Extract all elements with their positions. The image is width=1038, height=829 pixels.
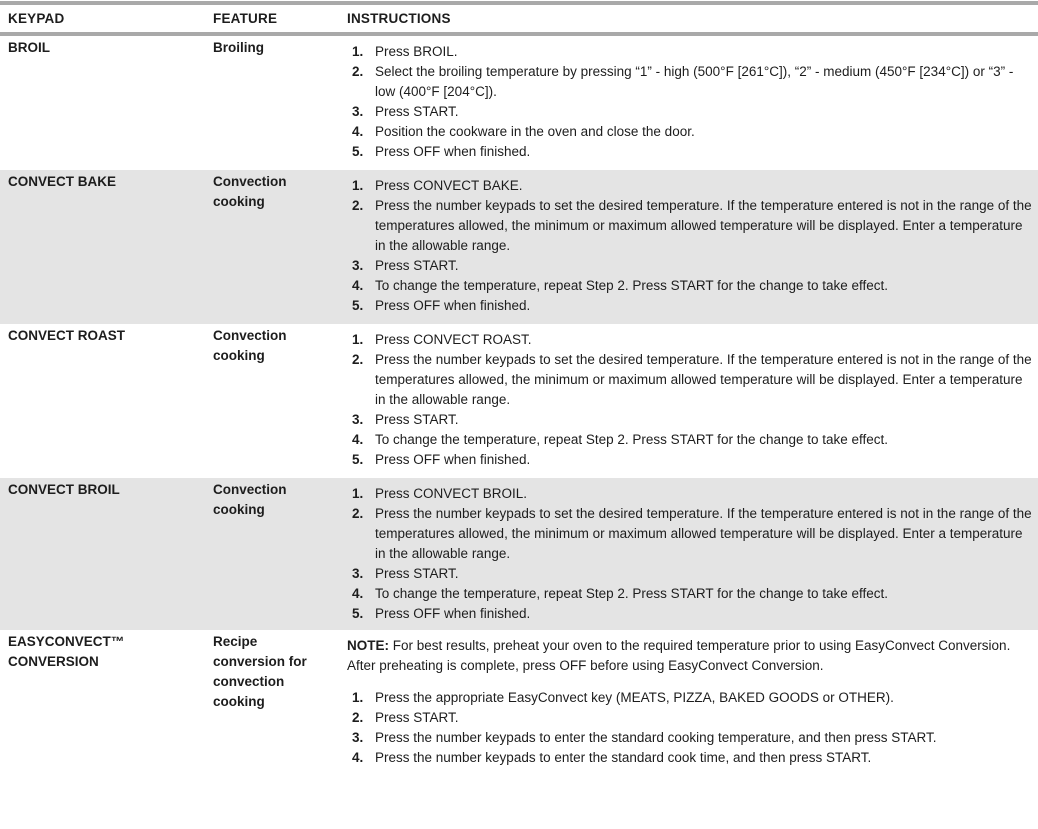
- keypad-cell: [8, 170, 213, 324]
- instruction-step: [347, 728, 1032, 748]
- step-number: 4.: [352, 750, 364, 765]
- table-row: [0, 630, 1038, 829]
- keypad-label: EASYCONVECT™ CONVERSION: [8, 634, 125, 669]
- instruction-step: [347, 142, 1032, 162]
- keypad-cell: [8, 36, 213, 170]
- step-text: Press the number keypads to enter the standard cook time, and then press START.: [375, 750, 872, 765]
- instruction-step: [347, 504, 1032, 564]
- instruction-step: [347, 296, 1032, 316]
- step-number: 2.: [352, 352, 364, 367]
- instruction-step: [347, 748, 1032, 768]
- step-number: 1.: [352, 690, 364, 705]
- step-text: Press CONVECT BROIL.: [375, 486, 528, 501]
- step-text: Select the broiling temperature by pressing “1” - high (500°F [261°C]), “2” - medium (450°F [234°C]) or “3” - low (400°F [204°C]).: [375, 64, 1014, 99]
- instruction-list: [347, 688, 1032, 768]
- keypad-label: CONVECT BROIL: [8, 482, 120, 497]
- instruction-list: [347, 42, 1032, 162]
- step-number: 4.: [352, 586, 364, 601]
- feature-label: Broiling: [213, 40, 264, 55]
- step-text: Press START.: [375, 566, 459, 581]
- instruction-step: [347, 688, 1032, 708]
- keypad-cell: [8, 324, 213, 478]
- instructions-cell: [347, 630, 1038, 829]
- step-text: To change the temperature, repeat Step 2. Press START for the change to take effect.: [375, 278, 889, 293]
- instruction-list: [347, 176, 1032, 316]
- keypad-cell: [8, 630, 213, 829]
- step-text: Press the number keypads to set the desired temperature. If the temperature entered is not in the range of the temperatures allowed, the minimum or maximum allowed temperature will be displayed. Enter a temperature in the allowable range.: [375, 352, 1032, 407]
- feature-label: Convection cooking: [213, 174, 287, 209]
- instruction-step: [347, 708, 1032, 728]
- step-text: Press OFF when finished.: [375, 298, 531, 313]
- instruction-list: [347, 330, 1032, 470]
- table-row: [0, 478, 1038, 630]
- step-number: 5.: [352, 452, 364, 467]
- step-text: Press the number keypads to set the desired temperature. If the temperature entered is not in the range of the temperatures allowed, the minimum or maximum allowed temperature will be displayed. Enter a temperature in the allowable range.: [375, 198, 1032, 253]
- step-text: Press the appropriate EasyConvect key (MEATS, PIZZA, BAKED GOODS or OTHER).: [375, 690, 894, 705]
- step-number: 4.: [352, 124, 364, 139]
- instructions-cell: [347, 36, 1038, 170]
- step-text: Press START.: [375, 412, 459, 427]
- step-text: Press START.: [375, 104, 459, 119]
- instruction-step: [347, 484, 1032, 504]
- step-text: To change the temperature, repeat Step 2. Press START for the change to take effect.: [375, 432, 889, 447]
- step-number: 4.: [352, 432, 364, 447]
- step-text: Position the cookware in the oven and close the door.: [375, 124, 695, 139]
- instruction-step: [347, 196, 1032, 256]
- column-header-feature: FEATURE: [213, 11, 278, 26]
- step-number: 2.: [352, 64, 364, 79]
- step-number: 1.: [352, 44, 364, 59]
- step-number: 3.: [352, 566, 364, 581]
- instruction-step: [347, 330, 1032, 350]
- step-number: 2.: [352, 710, 364, 725]
- feature-label: Convection cooking: [213, 482, 287, 517]
- instruction-list: [347, 484, 1032, 624]
- instructions-cell: [347, 324, 1038, 478]
- instruction-step: [347, 450, 1032, 470]
- step-number: 2.: [352, 506, 364, 521]
- step-number: 1.: [352, 486, 364, 501]
- instruction-step: [347, 42, 1032, 62]
- instruction-step: [347, 584, 1032, 604]
- instructions-cell: [347, 478, 1038, 630]
- instruction-step: [347, 350, 1032, 410]
- step-number: 1.: [352, 332, 364, 347]
- feature-label: Convection cooking: [213, 328, 287, 363]
- instruction-step: [347, 102, 1032, 122]
- step-text: Press START.: [375, 258, 459, 273]
- step-number: 3.: [352, 412, 364, 427]
- feature-cell: [213, 170, 347, 324]
- step-text: Press START.: [375, 710, 459, 725]
- feature-label: Recipe conversion for convection cooking: [213, 634, 307, 709]
- instruction-step: [347, 564, 1032, 584]
- instruction-step: [347, 62, 1032, 102]
- step-text: Press BROIL.: [375, 44, 458, 59]
- table-header-row: [0, 5, 1038, 32]
- step-text: Press the number keypads to set the desired temperature. If the temperature entered is not in the range of the temperatures allowed, the minimum or maximum allowed temperature will be displayed. Enter a temperature in the allowable range.: [375, 506, 1032, 561]
- step-number: 4.: [352, 278, 364, 293]
- step-number: 5.: [352, 298, 364, 313]
- instruction-step: [347, 276, 1032, 296]
- step-text: Press OFF when finished.: [375, 144, 531, 159]
- instruction-step: [347, 122, 1032, 142]
- instruction-step: [347, 430, 1032, 450]
- table-body: [0, 36, 1038, 829]
- note-text: For best results, preheat your oven to the required temperature prior to using EasyConvect Conversion. After preheating is complete, press OFF before using EasyConvect Conversion.: [347, 638, 1011, 673]
- feature-cell: [213, 324, 347, 478]
- instructions-cell: [347, 170, 1038, 324]
- step-text: To change the temperature, repeat Step 2. Press START for the change to take effect.: [375, 586, 889, 601]
- step-text: Press the number keypads to enter the standard cooking temperature, and then press START.: [375, 730, 937, 745]
- instruction-step: [347, 256, 1032, 276]
- step-text: Press OFF when finished.: [375, 452, 531, 467]
- note-label: NOTE:: [347, 638, 389, 653]
- column-header-instructions: INSTRUCTIONS: [347, 11, 451, 26]
- table-row: [0, 36, 1038, 170]
- step-number: 1.: [352, 178, 364, 193]
- step-number: 5.: [352, 144, 364, 159]
- table-row: [0, 324, 1038, 478]
- step-text: Press CONVECT ROAST.: [375, 332, 532, 347]
- step-text: Press CONVECT BAKE.: [375, 178, 523, 193]
- step-number: 3.: [352, 730, 364, 745]
- feature-cell: [213, 36, 347, 170]
- step-number: 2.: [352, 198, 364, 213]
- keypad-label: CONVECT BAKE: [8, 174, 117, 189]
- step-number: 3.: [352, 104, 364, 119]
- table-row: [0, 170, 1038, 324]
- step-text: Press OFF when finished.: [375, 606, 531, 621]
- step-number: 3.: [352, 258, 364, 273]
- keypad-label: CONVECT ROAST: [8, 328, 126, 343]
- instruction-step: [347, 604, 1032, 624]
- step-number: 5.: [352, 606, 364, 621]
- feature-cell: [213, 478, 347, 630]
- note: [347, 636, 1032, 676]
- keypad-cell: [8, 478, 213, 630]
- column-header-keypad: KEYPAD: [8, 11, 65, 26]
- instruction-step: [347, 176, 1032, 196]
- instruction-step: [347, 410, 1032, 430]
- feature-cell: [213, 630, 347, 829]
- keypad-label: BROIL: [8, 40, 50, 55]
